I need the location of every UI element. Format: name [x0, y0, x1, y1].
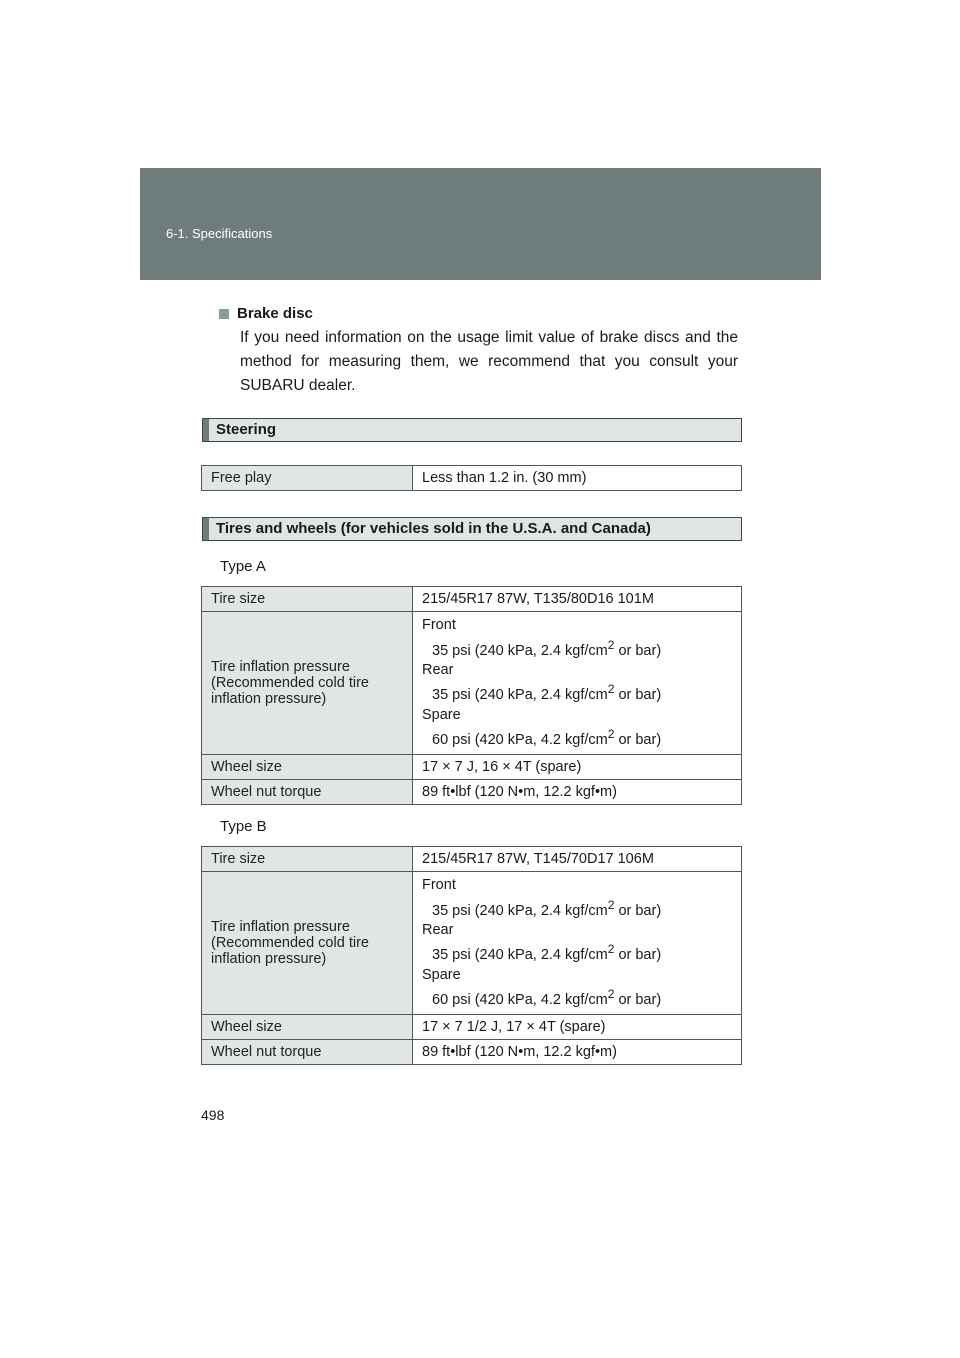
tire-size-value: 215/45R17 87W, T135/80D16 101M — [413, 587, 742, 612]
front-value: 35 psi (240 kPa, 2.4 kgf/$cm^2$ or bar) — [432, 637, 662, 659]
table-row — [202, 1015, 742, 1040]
chapter-header-band — [140, 168, 821, 280]
section-accent — [203, 518, 209, 540]
brake-disc-heading-text: Brake disc — [237, 305, 313, 322]
steering-section-title — [202, 418, 742, 442]
rear-label: Rear — [422, 921, 454, 938]
brake-disc-heading — [219, 305, 313, 322]
nut-torque-label: Wheel nut torque — [202, 1040, 413, 1065]
rear-label: Rear — [422, 661, 454, 678]
nut-torque-value: 89 ft•lbf (120 N•m, 12.2 kgf•m) — [413, 780, 742, 805]
rear-value: 35 psi (240 kPa, 2.4 kgf/$cm^2$ or bar) — [432, 682, 662, 704]
table-row — [202, 780, 742, 805]
nut-torque-label: Wheel nut torque — [202, 780, 413, 805]
tires-section-title — [202, 517, 742, 541]
type-b-table — [201, 846, 742, 1065]
table-row — [202, 612, 742, 755]
tire-size-value: 215/45R17 87W, T145/70D17 106M — [413, 847, 742, 872]
section-accent — [203, 419, 209, 441]
brake-disc-body: If you need information on the usage limit value of brake discs and the method for measuring them, we recommend that you consult your SUBARU dealer. — [240, 329, 738, 394]
pressure-value — [413, 872, 742, 1015]
rear-value: 35 psi (240 kPa, 2.4 kgf/$cm^2$ or bar) — [432, 942, 662, 964]
tires-title-text: Tires and wheels (for vehicles sold in the U.S.A. and Canada) — [216, 520, 651, 537]
type-b-label: Type B — [220, 818, 267, 835]
pressure-label: Tire inflation pressure (Recommended cold tire inflation pressure) — [202, 872, 413, 1015]
table-row — [202, 587, 742, 612]
spare-label: Spare — [422, 966, 461, 983]
tire-size-label: Tire size — [202, 587, 413, 612]
table-row — [202, 872, 742, 1015]
spare-value: 60 psi (420 kPa, 4.2 kgf/$cm^2$ or bar) — [432, 987, 662, 1008]
table-row — [202, 1040, 742, 1065]
steering-table — [201, 465, 742, 491]
pressure-label: Tire inflation pressure (Recommended cold tire inflation pressure) — [202, 612, 413, 755]
page-number: 498 — [201, 1107, 225, 1123]
type-a-table — [201, 586, 742, 805]
spare-label: Spare — [422, 706, 461, 723]
type-a-label: Type A — [220, 558, 266, 575]
nut-torque-value: 89 ft•lbf (120 N•m, 12.2 kgf•m) — [413, 1040, 742, 1065]
free-play-value: Less than 1.2 in. (30 mm) — [413, 466, 742, 491]
tire-size-label: Tire size — [202, 847, 413, 872]
wheel-size-label: Wheel size — [202, 755, 413, 780]
table-row — [202, 755, 742, 780]
pressure-value — [413, 612, 742, 755]
square-bullet-icon — [219, 309, 229, 319]
wheel-size-value: 17 × 7 1/2 J, 17 × 4T (spare) — [413, 1015, 742, 1040]
wheel-size-label: Wheel size — [202, 1015, 413, 1040]
steering-title-text: Steering — [216, 421, 277, 438]
free-play-label: Free play — [202, 466, 413, 491]
spare-value: 60 psi (420 kPa, 4.2 kgf/$cm^2$ or bar) — [432, 727, 662, 748]
front-value: 35 psi (240 kPa, 2.4 kgf/$cm^2$ or bar) — [432, 897, 662, 919]
wheel-size-value: 17 × 7 J, 16 × 4T (spare) — [413, 755, 742, 780]
section-label: 6-1. Specifications — [166, 226, 273, 241]
table-row — [202, 847, 742, 872]
table-row — [202, 466, 742, 491]
front-label: Front — [422, 617, 456, 633]
front-label: Front — [422, 877, 456, 893]
